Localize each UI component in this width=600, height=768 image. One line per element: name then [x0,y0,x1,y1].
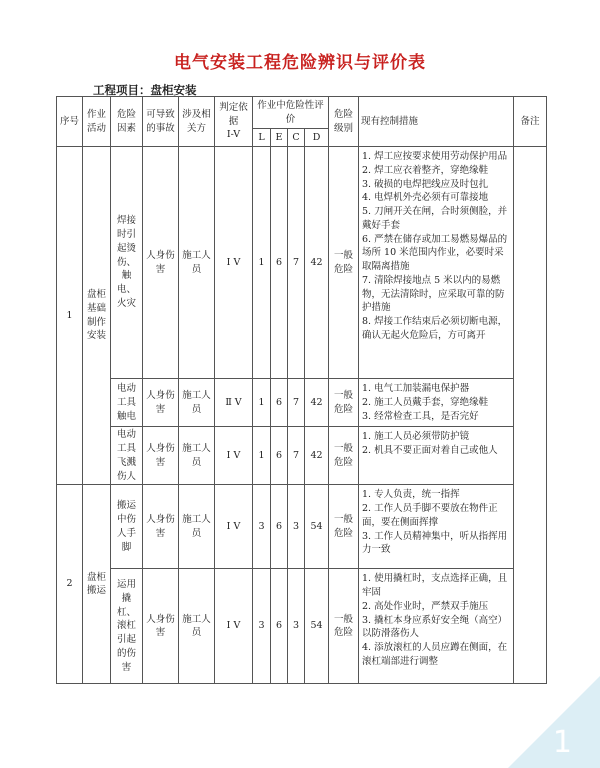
measure-item: 1. 使用撬杠时，支点选择正确，且牢固 [362,573,508,599]
basis-cell: Ⅰ V [215,147,253,379]
seq-cell: 2 [57,485,83,684]
measure-item: 2. 焊工应衣着整齐，穿绝缘鞋 [362,164,489,176]
level-cell: 一般危险 [329,147,359,379]
E-cell: 6 [271,427,288,485]
hazard-cell: 电动工具飞溅伤人 [111,427,143,485]
C-cell: 7 [288,427,305,485]
measure-item: 8. 焊接工作结束后必须切断电源，确认无起火危险后，方可离开 [362,316,508,341]
level-cell: 一般危险 [329,485,359,569]
measure-item: 3. 撬杠本身应系好安全绳（高空）以防滑落伤人 [362,614,508,640]
basis-cell: Ⅰ V [215,485,253,569]
involved-cell: 施工人员 [179,379,215,427]
measure-item: 4. 添放滚杠的人员应蹲在侧面，在滚杠端部进行调整 [362,642,508,667]
E-cell: 6 [271,147,288,379]
measure-item: 4. 电焊机外壳必须有可靠接地 [362,192,489,204]
document-title: 电气安装工程危险辨识与评价表 [174,53,426,73]
measure-item: 1. 专人负责，统一指挥 [362,489,460,501]
measures-cell [359,379,514,427]
L-cell: 1 [253,427,271,485]
measures-cell [359,147,514,379]
page-number: 1 [552,725,572,760]
measure-item: 2. 工作人员手脚不要放在物件正面，要在侧面挥撑 [362,503,498,528]
table-row [57,485,547,569]
measure-item: 7. 清除焊接地点 5 米以内的易燃物，无法清除时，应采取可靠的防护措施 [362,274,505,314]
header-D: D [305,129,329,147]
level-cell: 一般危险 [329,569,359,684]
seq-cell: 1 [57,147,83,485]
C-cell: 3 [288,569,305,684]
accident-cell: 人身伤害 [143,379,179,427]
project-label: 工程项目：盘柜安装 [93,83,197,97]
E-cell: 6 [271,485,288,569]
page-corner-decoration [490,658,600,768]
C-cell: 7 [288,147,305,379]
involved-cell: 施工人员 [179,147,215,379]
C-cell: 3 [288,485,305,569]
measures-cell [359,485,514,569]
D-cell: 42 [305,147,329,379]
D-cell: 42 [305,379,329,427]
involved-cell: 施工人员 [179,569,215,684]
accident-cell: 人身伤害 [143,147,179,379]
header-C: C [288,129,305,147]
table-row [57,427,547,485]
header-seq: 序号 [57,97,83,147]
D-cell: 54 [305,485,329,569]
measure-item: 3. 工作人员精神集中，听从指挥用力一致 [362,530,508,556]
D-cell: 42 [305,427,329,485]
header-E: E [271,129,288,147]
accident-cell: 人身伤害 [143,569,179,684]
measures-cell [359,427,514,485]
table-body [57,97,547,684]
header-activity: 作业活动 [83,97,111,147]
hazard-cell: 运用撬杠、滚杠引起的伤害 [111,569,143,684]
remarks-cell [514,147,547,684]
measure-item: 2. 高处作业时，严禁双手施压 [362,600,489,612]
table-row [57,379,547,427]
header-row [57,97,547,129]
basis-cell: Ⅰ V [215,427,253,485]
measure-item: 3. 破损的电焊把线应及时包扎 [362,178,489,190]
header-hazard: 危险因素 [111,97,143,147]
accident-cell: 人身伤害 [143,485,179,569]
header-level: 危险级别 [329,97,359,147]
activity-cell: 盘柜搬运 [83,485,111,684]
hazard-cell: 搬运中伤人手脚 [111,485,143,569]
measure-item: 2. 施工人员戴手套，穿绝缘鞋 [362,396,489,408]
measure-item: 5. 刀闸开关在闸，合时须侧脸，并戴好手套 [362,206,508,231]
E-cell: 6 [271,379,288,427]
measure-item: 1. 施工人员必须带防护镜 [362,431,470,443]
level-cell: 一般危险 [329,379,359,427]
L-cell: 3 [253,569,271,684]
basis-cell: Ⅱ V [215,379,253,427]
table-row [57,569,547,684]
measure-item: 3. 经常检查工具，是否完好 [362,410,479,422]
table-row [57,147,547,379]
header-accident: 可导致的事故 [143,97,179,147]
accident-cell: 人身伤害 [143,427,179,485]
hazard-cell: 电动工具触电 [111,379,143,427]
header-involved: 涉及相关方 [179,97,215,147]
measure-item: 2. 机具不要正面对着自己或他人 [362,445,498,457]
hazard-cell: 焊接时引起烫伤、触电、火灾 [111,147,143,379]
header-remarks: 备注 [514,97,547,147]
basis-cell: Ⅰ V [215,569,253,684]
L-cell: 1 [253,379,271,427]
E-cell: 6 [271,569,288,684]
hazard-table [56,96,547,684]
header-evaluation: 作业中危险性评价 [253,97,329,129]
header-L: L [253,129,271,147]
C-cell: 7 [288,379,305,427]
activity-cell: 盘柜基础制作安装 [83,147,111,485]
D-cell: 54 [305,569,329,684]
header-basis-range: I-V [226,129,241,141]
header-basis [215,97,253,147]
L-cell: 1 [253,147,271,379]
header-basis-label: 判定依据 [219,101,248,127]
measure-item: 6. 严禁在储存或加工易燃易爆品的场所 10 米范围内作业，必要时采取隔离措施 [362,233,508,273]
header-measures: 现有控制措施 [359,97,514,147]
involved-cell: 施工人员 [179,427,215,485]
level-cell: 一般危险 [329,427,359,485]
L-cell: 3 [253,485,271,569]
measure-item: 1. 电气工加装漏电保护器 [362,383,470,394]
involved-cell: 施工人员 [179,485,215,569]
measure-item: 1. 焊工应按要求使用劳动保护用品 [362,151,508,162]
